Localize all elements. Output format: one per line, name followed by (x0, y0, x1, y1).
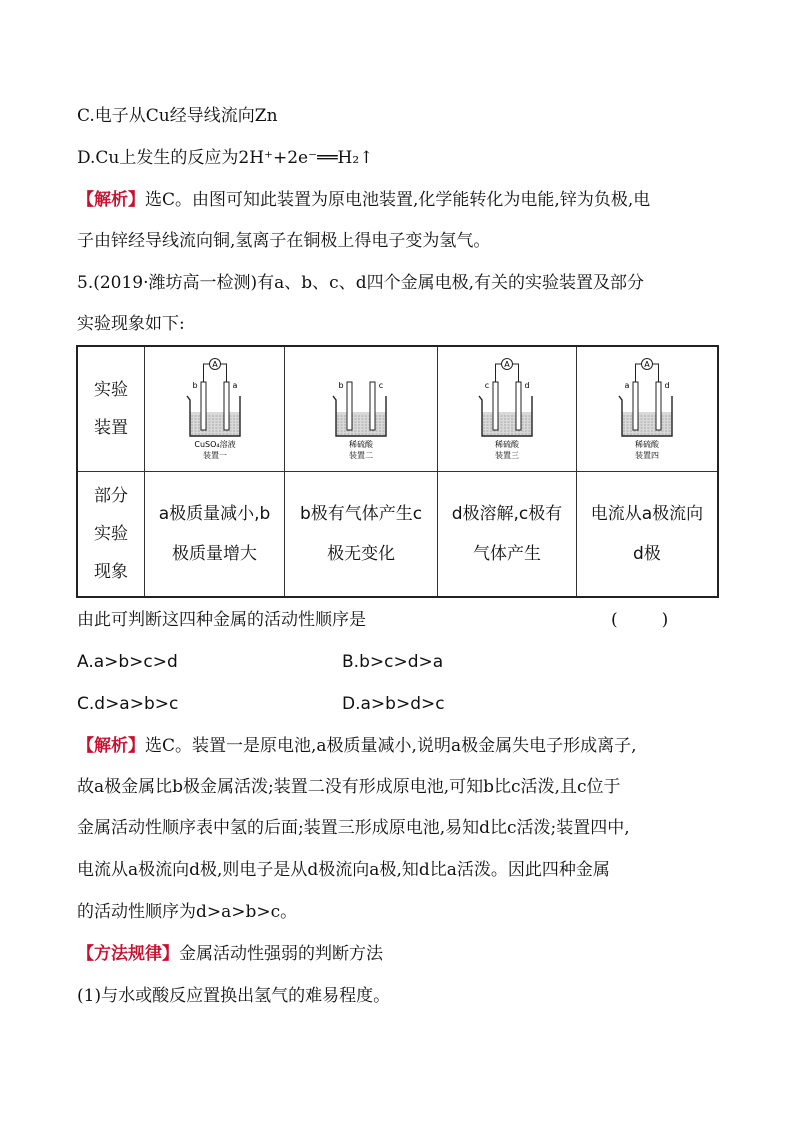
method-tag: 【方法规律】 (77, 944, 179, 964)
ammeter-symbol: A (504, 359, 510, 369)
phenomenon-4: 电流从a极流向 d极 (576, 471, 718, 597)
row-header-phenomena: 部分 实验 现象 (77, 471, 145, 597)
electrolyte-liquid (336, 412, 386, 436)
wire-right (512, 364, 519, 382)
electrode-right (224, 382, 229, 430)
solution-label: 稀硫酸 (349, 439, 374, 449)
analysis-2-line-4: 电流从a极流向d极,则电子是从d极流向a极,知d比a活泼。因此四种金属 (77, 860, 610, 880)
electrolyte-liquid (622, 412, 672, 436)
choice-c: C.d>a>b>c (77, 694, 179, 714)
device-2-cell (285, 346, 438, 471)
device-4-diagram (597, 354, 697, 464)
choice-b: B.b>c>d>a (342, 652, 444, 672)
analysis-2-line-3: 金属活动性顺序表中氢的后面;装置三形成原电池,易知d比c活泼;装置四中, (77, 818, 630, 838)
device-name: 装置二 (349, 450, 374, 460)
wire-left (203, 364, 210, 382)
electrode-label-left: c (484, 380, 490, 390)
device-3-diagram (457, 354, 557, 464)
row-header-apparatus: 实验 装置 (77, 346, 145, 471)
analysis-2-line-5: 的活动性顺序为d>a>b>c。 (77, 902, 298, 922)
solution-label: CuSO₄溶液 (193, 439, 236, 449)
question-5-stem: 5.(2019·潍坊高一检测)有a、b、c、d四个金属电极,有关的实验装置及部分 (77, 273, 644, 293)
electrode-label-right: c (378, 380, 384, 390)
experiment-table (76, 345, 719, 598)
device-name: 装置一 (202, 450, 227, 460)
phenomenon-1: a极质量减小,b 极质量增大 (145, 471, 285, 597)
electrode-left (201, 382, 206, 430)
phenomenon-2: b极有气体产生c 极无变化 (285, 471, 438, 597)
analysis-tag: 【解析】 (77, 736, 145, 756)
judge-question: 由此可判断这四种金属的活动性顺序是 (77, 610, 366, 630)
choice-d: D.a>b>d>c (342, 694, 445, 714)
wire-left (495, 364, 502, 382)
device-1-diagram (165, 354, 265, 464)
electrode-left (347, 382, 352, 430)
ammeter-symbol: A (211, 359, 218, 369)
option-d: D.Cu上发生的反应为2H⁺+2e⁻══H₂↑ (77, 148, 374, 168)
electrode-right (656, 382, 661, 430)
electrode-label-left: b (338, 380, 344, 390)
choice-a: A.a>b>c>d (77, 652, 178, 672)
option-c: C.电子从Cu经导线流向Zn (77, 106, 278, 126)
electrode-label-right: d (524, 380, 530, 390)
electrolyte-liquid (190, 412, 240, 436)
solution-label: 稀硫酸 (494, 439, 519, 449)
electrode-label-left: a (624, 380, 630, 390)
device-name: 装置三 (494, 450, 519, 460)
analysis-tag: 【解析】 (77, 190, 145, 210)
device-1-cell (145, 346, 285, 471)
electrode-label-left: b (191, 380, 198, 390)
analysis-text: 选C。装置一是原电池,a极质量减小,说明a极金属失电子形成离子, (145, 736, 637, 756)
method-rule-1: (1)与水或酸反应置换出氢气的难易程度。 (77, 986, 391, 1006)
question-5-stem-2: 实验现象如下: (77, 314, 185, 334)
analysis-text: 选C。由图可知此装置为原电池装置,化学能转化为电能,锌为负极,电 (145, 190, 651, 210)
analysis-1-line-1 (77, 190, 650, 210)
device-4-cell (576, 346, 718, 471)
device-3-cell (438, 346, 577, 471)
electrode-left (493, 382, 498, 430)
electrolyte-liquid (482, 412, 532, 436)
wire-left (635, 364, 642, 382)
analysis-2-line-1 (77, 736, 637, 756)
device-name: 装置四 (634, 450, 659, 460)
electrode-right (370, 382, 375, 430)
electrode-left (633, 382, 638, 430)
method-rule-heading (77, 944, 383, 964)
electrode-right (516, 382, 521, 430)
analysis-2-line-2: 故a极金属比b极金属活泼;装置二没有形成原电池,可知b比c活泼,且c位于 (77, 777, 621, 797)
phenomenon-3: d极溶解,c极有 气体产生 (438, 471, 577, 597)
device-2-diagram (311, 354, 411, 464)
method-title: 金属活动性强弱的判断方法 (179, 944, 383, 964)
wire-right (220, 364, 227, 382)
analysis-1-line-2: 子由锌经导线流向铜,氢离子在铜极上得电子变为氢气。 (77, 231, 491, 251)
electrode-label-right: d (664, 380, 670, 390)
ammeter-symbol: A (644, 359, 650, 369)
wire-right (652, 364, 659, 382)
electrode-label-right: a (232, 380, 237, 390)
solution-label: 稀硫酸 (634, 439, 659, 449)
answer-blank: ( ) (611, 610, 669, 630)
